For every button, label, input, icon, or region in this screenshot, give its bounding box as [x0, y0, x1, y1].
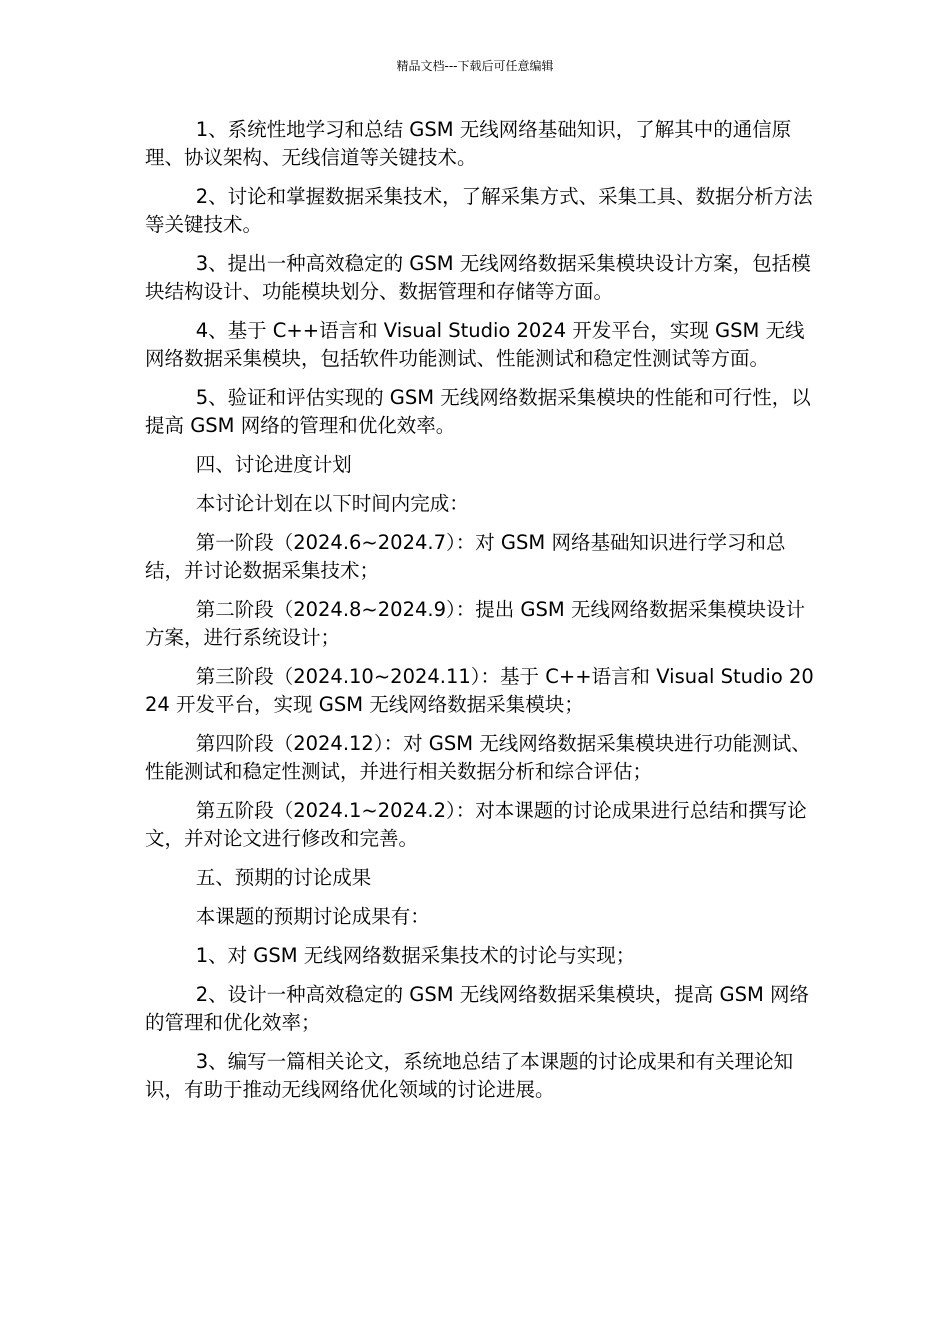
- section-heading-outcomes: 五、预期的讨论成果: [195, 866, 372, 889]
- section-heading-schedule: 四、讨论进度计划: [195, 453, 352, 476]
- schedule-phase-2: 第二阶段（2024.8~2024.9）：提出 GSM 无线网络数据采集模块设计方案，进行系统设计；: [145, 598, 805, 649]
- outcome-1: 1、对 GSM 无线网络数据采集技术的讨论与实现；: [195, 944, 636, 967]
- objective-3: 3、提出一种高效稳定的 GSM 无线网络数据采集模块设计方案，包括模块结构设计、功能模块划分、数据管理和存储等方面。: [145, 252, 811, 303]
- page-header: 精品文档---下载后可任意编辑: [396, 59, 554, 73]
- objective-1: 1、系统性地学习和总结 GSM 无线网络基础知识，了解其中的通信原理、协议架构、无线信道等关键技术。: [145, 118, 792, 169]
- objective-2: 2、讨论和掌握数据采集技术，了解采集方式、采集工具、数据分析方法等关键技术。: [145, 185, 813, 236]
- document-body: [145, 116, 817, 1115]
- schedule-phase-4: 第四阶段（2024.12）：对 GSM 无线网络数据采集模块进行功能测试、性能测试和稳定性测试，并进行相关数据分析和综合评估；: [145, 732, 811, 783]
- objective-5: 5、验证和评估实现的 GSM 无线网络数据采集模块的性能和可行性，以提高 GSM 网络的管理和优化效率。: [145, 386, 811, 437]
- schedule-intro: 本讨论计划在以下时间内完成：: [195, 492, 469, 515]
- schedule-phase-5: 第五阶段（2024.1~2024.2）：对本课题的讨论成果进行总结和撰写论文，并对论文进行修改和完善。: [145, 799, 807, 850]
- outcomes-intro: 本课题的预期讨论成果有：: [195, 905, 430, 928]
- schedule-phase-3: 第三阶段（2024.10~2024.11）：基于 C++语言和 Visual Studio 2024 开发平台，实现 GSM 无线网络数据采集模块；: [145, 665, 814, 716]
- schedule-phase-1: 第一阶段（2024.6~2024.7）：对 GSM 网络基础知识进行学习和总结，并讨论数据采集技术；: [145, 531, 786, 582]
- outcome-2: 2、设计一种高效稳定的 GSM 无线网络数据采集模块，提高 GSM 网络的管理和优化效率；: [145, 983, 810, 1034]
- objective-4: 4、基于 C++语言和 Visual Studio 2024 开发平台，实现 GSM 无线网络数据采集模块，包括软件功能测试、性能测试和稳定性测试等方面。: [145, 319, 805, 370]
- outcome-3: 3、编写一篇相关论文，系统地总结了本课题的讨论成果和有关理论知识，有助于推动无线网络优化领域的讨论进展。: [145, 1050, 794, 1101]
